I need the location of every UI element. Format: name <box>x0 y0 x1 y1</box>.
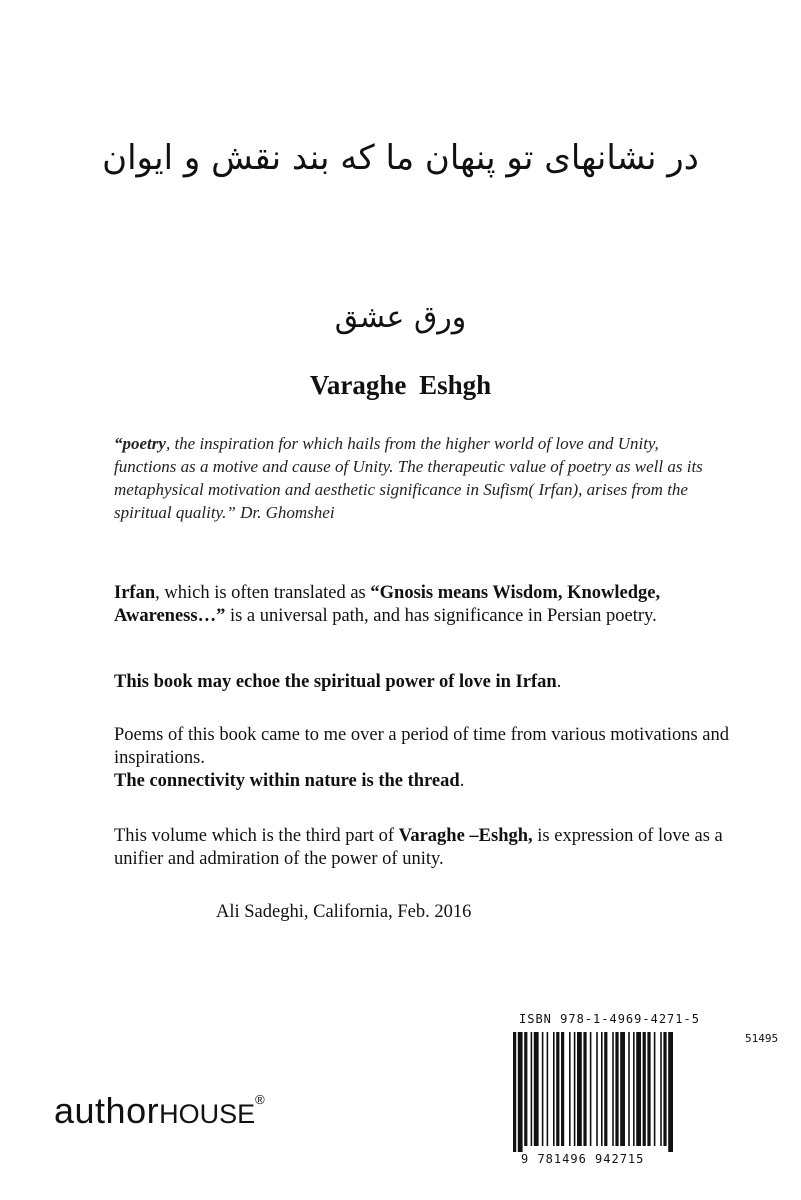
barcode-bar <box>561 1032 564 1146</box>
barcode-bar <box>612 1032 614 1146</box>
author-signature: Ali Sadeghi, California, Feb. 2016 <box>216 902 472 922</box>
persian-verse-line: در نشانهای تو پنهان ما که بند نقش و ایوان <box>102 138 699 178</box>
publisher-logo-upper: HOUSE <box>159 1099 256 1129</box>
irfan-definition: “Gnosis means Wisdom, Knowledge, Awareness…” <box>114 583 661 626</box>
barcode-bar <box>663 1032 666 1146</box>
barcode-bar <box>590 1032 592 1146</box>
barcode-bar <box>636 1032 641 1146</box>
publisher-logo <box>54 1090 265 1132</box>
barcode-bar <box>534 1032 539 1146</box>
barcode-bar <box>604 1032 607 1146</box>
volume-book-name: Varaghe –Eshgh, <box>398 826 533 846</box>
barcode-bar <box>569 1032 571 1146</box>
publisher-logo-lower: author <box>54 1090 160 1131</box>
echo-text: This book may echoe the spiritual power of love in Irfan <box>114 672 557 692</box>
quote-term: “poetry <box>114 434 166 453</box>
barcode-bar <box>574 1032 576 1146</box>
barcode-bar <box>633 1032 635 1146</box>
persian-book-title: ورق عشق <box>334 300 467 335</box>
barcode-bar <box>596 1032 598 1146</box>
isbn-barcode <box>505 1006 785 1170</box>
isbn-label: ISBN 978-1-4969-4271-5 <box>519 1012 700 1026</box>
barcode-bar <box>620 1032 625 1146</box>
barcode-bar <box>660 1032 662 1146</box>
barcode-bar <box>615 1032 618 1146</box>
barcode-number: 9 781496 942715 <box>521 1152 645 1166</box>
barcode-bar <box>547 1032 549 1146</box>
quote-text: , the inspiration for which hails from the higher world of love and Unity, functions as a motive and cause of Unity. The therapeutic value of poetry as well as its metaphysical motivation and aesthetic significance in Sufism( Irfan), arises from the spiritual quality.” Dr. Ghomshei <box>114 434 703 522</box>
irfan-paragraph <box>114 582 734 628</box>
poems-text: Poems of this book came to me over a period of time from various motivations and inspirations. <box>114 725 729 768</box>
barcode-bar <box>628 1032 630 1146</box>
volume-text-2: is expression of love as a unifier and admiration of the power of unity. <box>114 826 723 869</box>
registered-mark: ® <box>255 1092 266 1107</box>
poems-end: . <box>459 771 465 791</box>
echo-paragraph <box>114 671 734 694</box>
barcode-bar <box>513 1032 516 1152</box>
barcode-bar <box>524 1032 527 1146</box>
barcode-bar <box>577 1032 582 1146</box>
barcode-bar <box>647 1032 650 1146</box>
quote-paragraph <box>114 432 724 524</box>
barcode-bar <box>583 1032 586 1146</box>
irfan-text-2: is a universal path, and has significance in Persian poetry. <box>225 606 657 626</box>
volume-paragraph <box>114 825 734 871</box>
barcode-bar <box>668 1032 673 1152</box>
barcode-bar <box>654 1032 656 1146</box>
barcode-bar <box>601 1032 603 1146</box>
book-title: Varaghe Eshgh <box>309 370 492 400</box>
irfan-term: Irfan <box>114 583 156 603</box>
poems-bold-line: The connectivity within nature is the thread <box>114 771 460 791</box>
irfan-text-1: , which is often translated as <box>155 583 371 603</box>
barcode-bar <box>643 1032 646 1146</box>
barcode-bar <box>553 1032 555 1146</box>
price-code: 51495 <box>745 1032 779 1045</box>
echo-end: . <box>556 672 562 692</box>
barcode-bars <box>513 1032 743 1152</box>
barcode-bar <box>542 1032 544 1146</box>
barcode-bar <box>556 1032 559 1146</box>
poems-paragraph <box>114 724 734 793</box>
volume-text-1: This volume which is the third part of <box>114 826 399 846</box>
barcode-bar <box>518 1032 523 1152</box>
barcode-bar <box>531 1032 533 1146</box>
